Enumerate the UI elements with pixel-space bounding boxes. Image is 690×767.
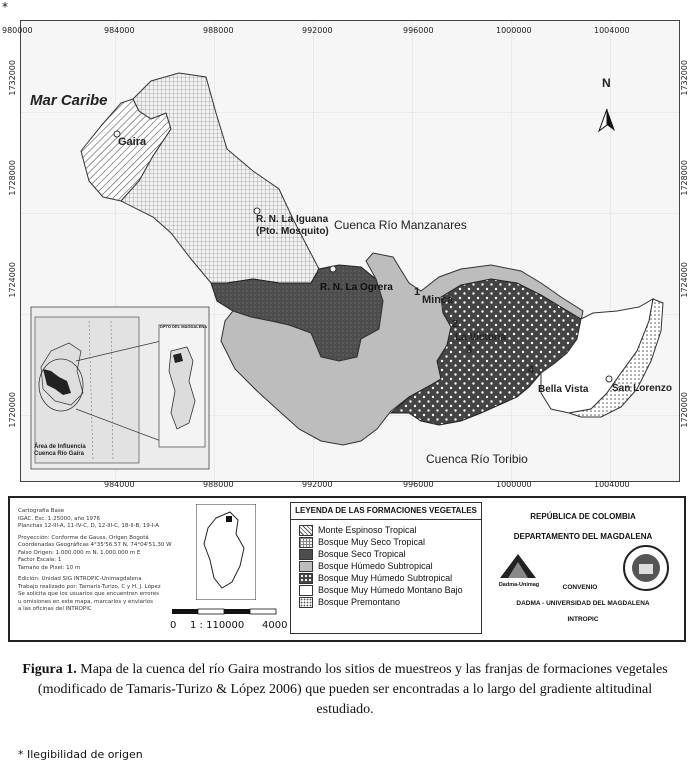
- axis-left-2: 1724000: [8, 262, 17, 298]
- site-number-2: 2: [452, 318, 459, 330]
- legend-item-label: Monte Espinoso Tropical: [318, 525, 417, 535]
- inset-dept-label: DPTO DEL MAGDALENA: [160, 324, 208, 329]
- legend-item-label: Bosque Premontano: [318, 597, 401, 607]
- axis-left-0: 1732000: [8, 60, 17, 96]
- axis-top-4: 996000: [403, 26, 434, 35]
- axis-top-3: 992000: [302, 26, 333, 35]
- axis-top-2: 988000: [203, 26, 234, 35]
- scale-label-0: 0: [170, 620, 177, 631]
- axis-bottom-5: 1004000: [594, 480, 630, 489]
- axis-right-2: 1724000: [680, 262, 689, 298]
- map-canvas: [21, 21, 679, 481]
- inset-area-label: Área de Influencia Cuenca Río Gaira: [34, 444, 86, 457]
- site-number-4: 4: [528, 364, 535, 376]
- info-line: Proyección: Conforme de Gauss, Origen Bogotá: [18, 534, 149, 541]
- site-number-1: 1: [414, 286, 421, 298]
- info-line: Cartografía Base: [18, 508, 65, 514]
- legend-item: [299, 560, 481, 572]
- sanlorenzo-label: San Lorenzo: [612, 383, 673, 394]
- info-line: u omisiones en este mapa, marcarlos y enviarlos: [18, 598, 154, 605]
- swatch-hatch: [299, 525, 313, 536]
- swatch-fine: [299, 597, 313, 608]
- swatch-gray: [299, 561, 313, 572]
- legend-item-label: Bosque Muy Seco Tropical: [318, 537, 426, 547]
- axis-top-5: 1000000: [496, 26, 532, 35]
- legend-item-label: Bosque Muy Húmedo Montano Bajo: [318, 585, 463, 595]
- scale-label-ratio: 1 : 110000: [190, 620, 245, 631]
- minca-label: Minca: [422, 294, 454, 306]
- sea-label: Mar Caribe: [30, 92, 108, 109]
- info-line: Edición: Unidad SIG INTROPIC-Unimagdalena: [18, 576, 142, 582]
- info-line: Tamaño de Pixel: 10 m: [18, 564, 81, 571]
- axis-top-0: 980000: [2, 26, 33, 35]
- swatch-white: [299, 585, 313, 596]
- legend-item: [299, 524, 481, 536]
- scale-bar: [172, 606, 278, 618]
- axis-bottom-4: 1000000: [496, 480, 532, 489]
- axis-bottom-3: 996000: [403, 480, 434, 489]
- legend-item-label: Bosque Húmedo Subtropical: [318, 561, 433, 571]
- axis-bottom-2: 992000: [302, 480, 333, 489]
- dadma-university-label: DADMA - UNIVERSIDAD DEL MAGDALENA: [516, 600, 650, 607]
- footnote: * Ilegibilidad de origen: [18, 748, 143, 761]
- colombia-locator: [196, 504, 256, 600]
- gaira-label: Gaira: [118, 136, 147, 148]
- bellavista-label: Bella Vista: [538, 384, 589, 395]
- dadma-logo-text: Dadma-Unimag: [498, 582, 540, 588]
- legend-item: [299, 572, 481, 584]
- axis-left-3: 1720000: [8, 392, 17, 428]
- axis-bottom-1: 988000: [203, 480, 234, 489]
- info-line: Trabajo realizado por: Tamaris-Turizo, C y H. J. López: [18, 583, 161, 590]
- caption-bold: Figura 1.: [22, 662, 77, 677]
- legend-item: [299, 584, 481, 596]
- axis-right-3: 1720000: [680, 392, 689, 428]
- info-line: IGAC. Esc. 1:25000, año 1976: [18, 515, 101, 522]
- map-frame: [20, 20, 680, 482]
- info-line: Planchas 12-III-A, 11-IV-C, D, 12-III-C, 18-II-B, 19-I-A: [18, 523, 159, 529]
- info-line: Factor Escala: 1: [18, 557, 62, 563]
- swatch-dots: [299, 573, 313, 584]
- info-line: Falso Origen: 1.000.000 m N, 1.000.000 m E: [18, 549, 141, 556]
- ogrera-label: R. N. La Ogrera: [320, 282, 393, 293]
- legend-title: LEYENDA DE LAS FORMACIONES VEGETALES: [291, 503, 481, 520]
- legend-item: [299, 548, 481, 560]
- axis-top-6: 1004000: [594, 26, 630, 35]
- legend-item: [299, 596, 481, 608]
- convenio-label: CONVENIO: [562, 584, 598, 591]
- asterisk: *: [2, 0, 8, 14]
- victoria-label: La Victoria: [455, 332, 506, 343]
- axis-top-1: 984000: [104, 26, 135, 35]
- intropic-label: INTROPIC: [567, 616, 599, 623]
- iguana-label: R. N. La Iguana (Pto. Mosquito): [256, 214, 329, 237]
- scale-label-4000: 4000: [262, 620, 288, 631]
- site-number-3: 3: [466, 344, 473, 356]
- legend-item-label: Bosque Muy Húmedo Subtropical: [318, 573, 453, 583]
- swatch-dark: [299, 549, 313, 560]
- info-line: Se solicita que los usuarios que encuentren errores: [18, 591, 160, 597]
- info-line: Coordenadas Geográficas 4°35'56.57 N, 74°04'51.30 W: [18, 542, 172, 548]
- sanlorenzo-marker: [606, 376, 612, 382]
- republic-label: REPÚBLICA DE COLOMBIA: [530, 512, 636, 521]
- department-label: DEPARTAMENTO DEL MAGDALENA: [513, 532, 653, 541]
- axis-left-1: 1728000: [8, 160, 17, 196]
- axis-right-1: 1728000: [680, 160, 689, 196]
- formation-legend: [290, 502, 482, 634]
- caption-text: Mapa de la cuenca del río Gaira mostrando los sitios de muestreos y las franjas de formaciones vegetales (modificado de Tamaris-Turizo & López 2006) que pueden ser encontradas a lo largo del gradiente altitudinal estudiado.: [37, 662, 668, 717]
- axis-right-0: 1732000: [680, 60, 689, 96]
- info-line: a las oficinas del INTROPIC: [18, 606, 92, 612]
- legend-item-label: Bosque Seco Tropical: [318, 549, 406, 559]
- toribio-label: Cuenca Río Toribio: [426, 452, 528, 466]
- info-block: [18, 508, 190, 614]
- manzanares-label: Cuenca Río Manzanares: [334, 218, 467, 232]
- university-seal: [622, 544, 670, 592]
- legend-item: [299, 536, 481, 548]
- axis-bottom-0: 984000: [104, 480, 135, 489]
- swatch-grid: [299, 537, 313, 548]
- figure-caption: [10, 660, 680, 720]
- north-label: N: [602, 76, 611, 90]
- ogrera-marker: [330, 266, 336, 272]
